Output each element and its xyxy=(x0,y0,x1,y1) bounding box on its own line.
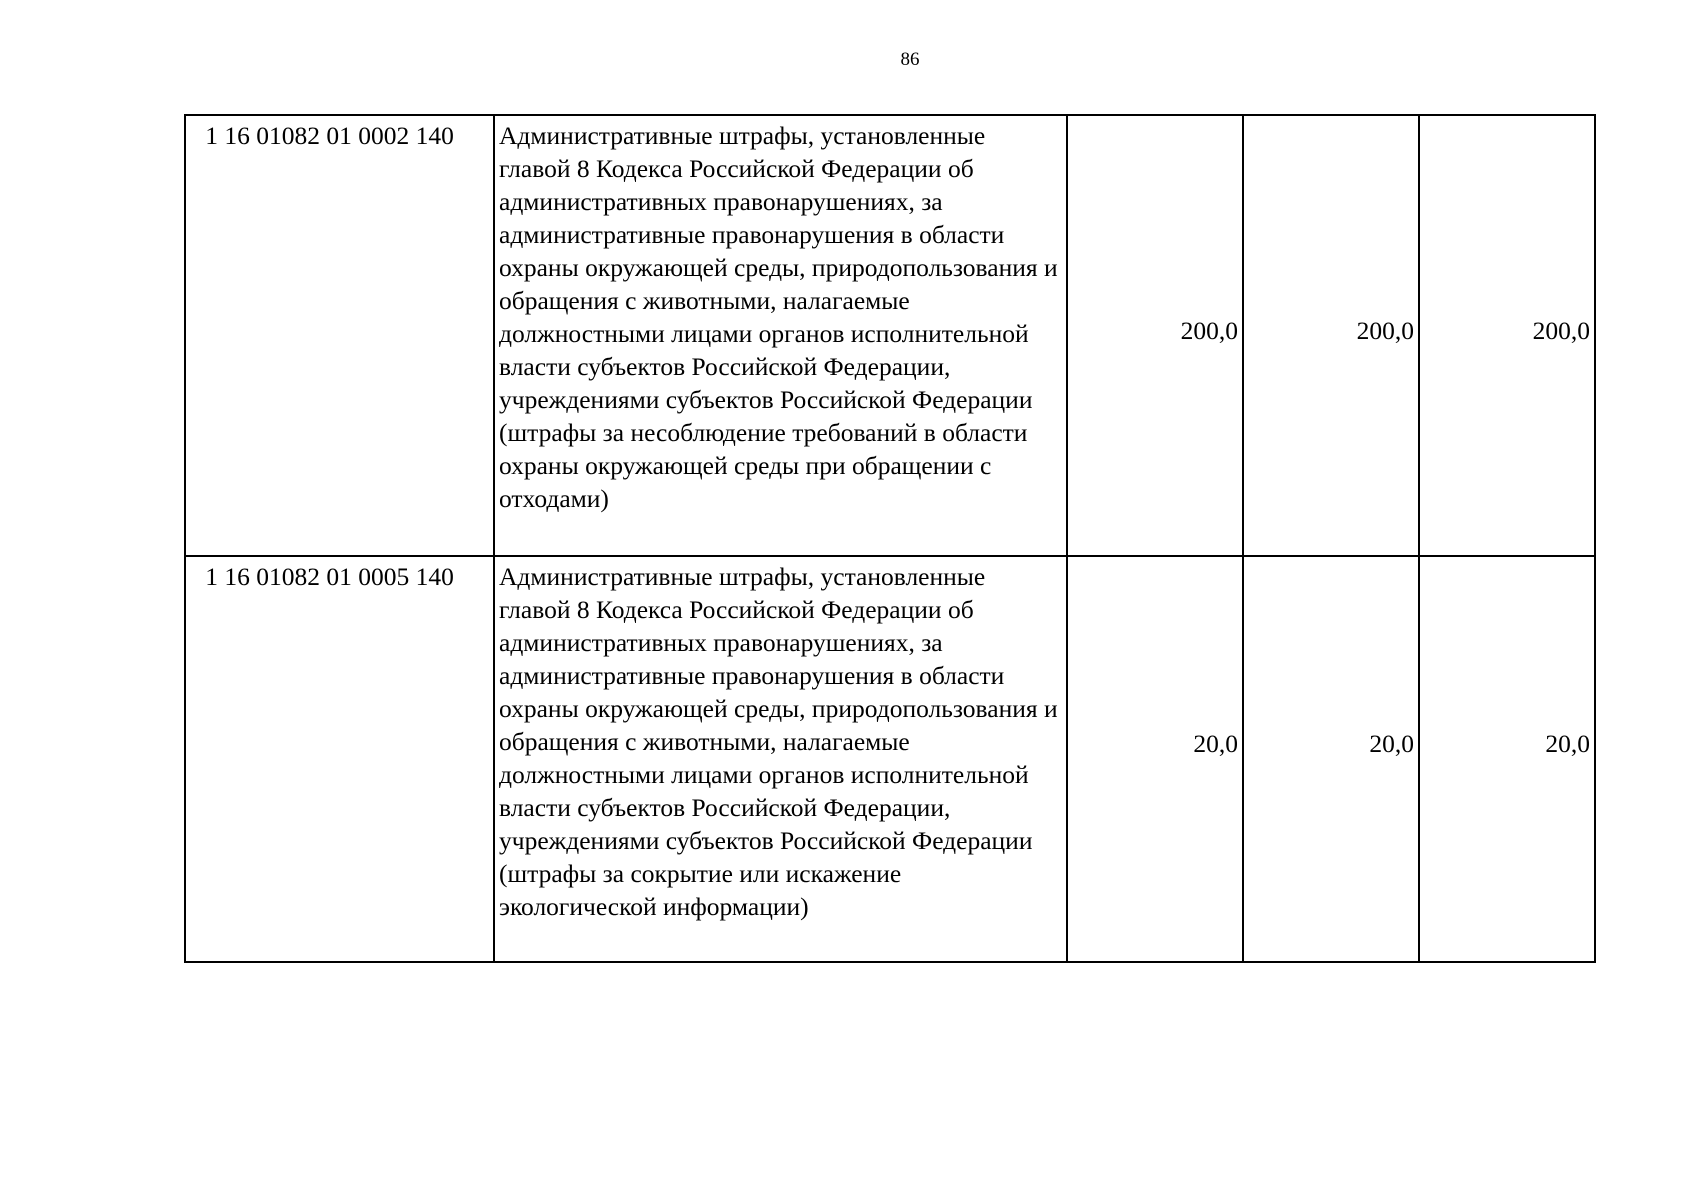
description-cell: Административные штрафы, установленные главой 8 Кодекса Российской Федерации об административных правонарушениях, за административные правонарушения в области охраны окружающей среды, природопользования и обращения с животными, налагаемые должностными лицами органов исполнительной власти субъектов Российской Федерации, учреждениями субъектов Российской Федерации (штрафы за сокрытие или искажение экологической информации) xyxy=(494,556,1067,962)
table-row xyxy=(185,115,1595,556)
amount-cell-year-3: 20,0 xyxy=(1419,556,1595,962)
amount-cell-year-2: 20,0 xyxy=(1243,556,1419,962)
budget-table xyxy=(184,114,1596,963)
description-cell: Административные штрафы, установленные главой 8 Кодекса Российской Федерации об административных правонарушениях, за административные правонарушения в области охраны окружающей среды, природопользования и обращения с животными, налагаемые должностными лицами органов исполнительной власти субъектов Российской Федерации, учреждениями субъектов Российской Федерации (штрафы за несоблюдение требований в области охраны окружающей среды при обращении с отходами) xyxy=(494,115,1067,556)
amount-cell-year-1: 200,0 xyxy=(1067,115,1243,556)
page-number: 86 xyxy=(900,49,920,70)
amount-cell-year-2: 200,0 xyxy=(1243,115,1419,556)
budget-code-cell: 1 16 01082 01 0005 140 xyxy=(185,556,494,962)
amount-cell-year-3: 200,0 xyxy=(1419,115,1595,556)
table-row xyxy=(185,556,1595,962)
amount-cell-year-1: 20,0 xyxy=(1067,556,1243,962)
budget-code-cell: 1 16 01082 01 0002 140 xyxy=(185,115,494,556)
